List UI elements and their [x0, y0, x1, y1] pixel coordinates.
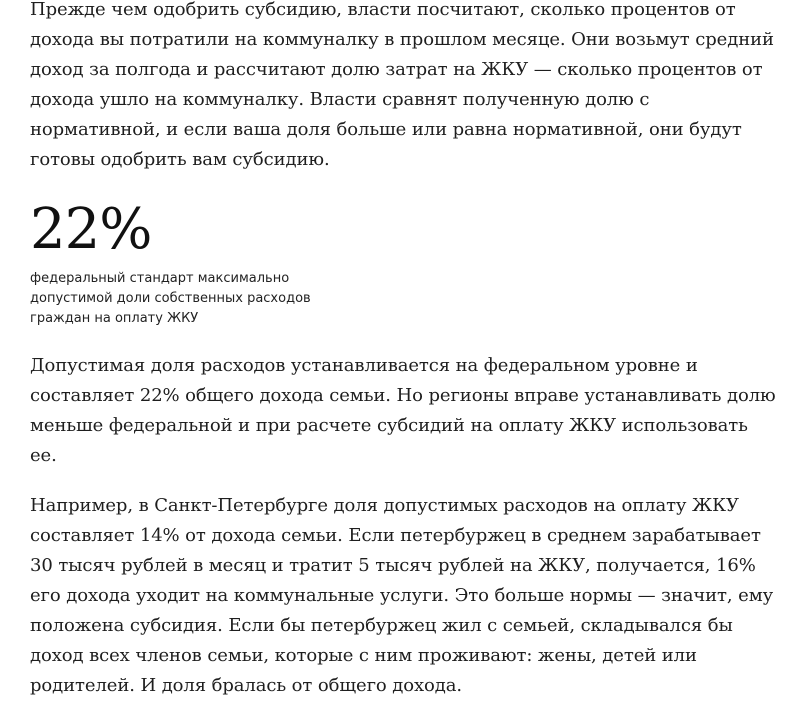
fact-number: 22%	[30, 197, 152, 262]
fact-block	[30, 193, 780, 329]
paragraph-subsidy-calculation: Прежде чем одобрить субсидию, власти посчитают, сколько процентов от дохода вы потратили на коммуналку в прошлом месяце. Они возьмут средний доход за полгода и рассчитают долю затрат на ЖКУ — сколько процентов от дохода ушло на коммуналку. Власти сравнят полученную долю с нормативной, и если ваша доля больше или равна нормативной, они будут готовы одобрить вам субсидию.	[30, 0, 774, 170]
paragraph-federal-share: Допустимая доля расходов устанавливается на федеральном уровне и составляет 22% общего дохода семьи. Но регионы вправе устанавливать долю меньше федеральной и при расчете субсидий на оплату ЖКУ использовать ее.	[30, 355, 776, 466]
fact-caption: федеральный стандарт максимально допустимой доли собственных расходов граждан на оплату ЖКУ	[30, 271, 311, 326]
paragraph-spb-example: Например, в Санкт-Петербурге доля допустимых расходов на оплату ЖКУ составляет 14% от дохода семьи. Если петербуржец в среднем зарабатывает 30 тысяч рублей в месяц и тратит 5 тысяч рублей на ЖКУ, получается, 16% его дохода уходит на коммунальные услуги. Это больше нормы — значит, ему положена субсидия. Если бы петербуржец жил с семьей, складывался бы доход всех членов семьи, которые с ним проживают: жены, детей или родителей. И доля бралась от общего дохода.	[30, 495, 774, 696]
article-body	[30, 0, 780, 701]
